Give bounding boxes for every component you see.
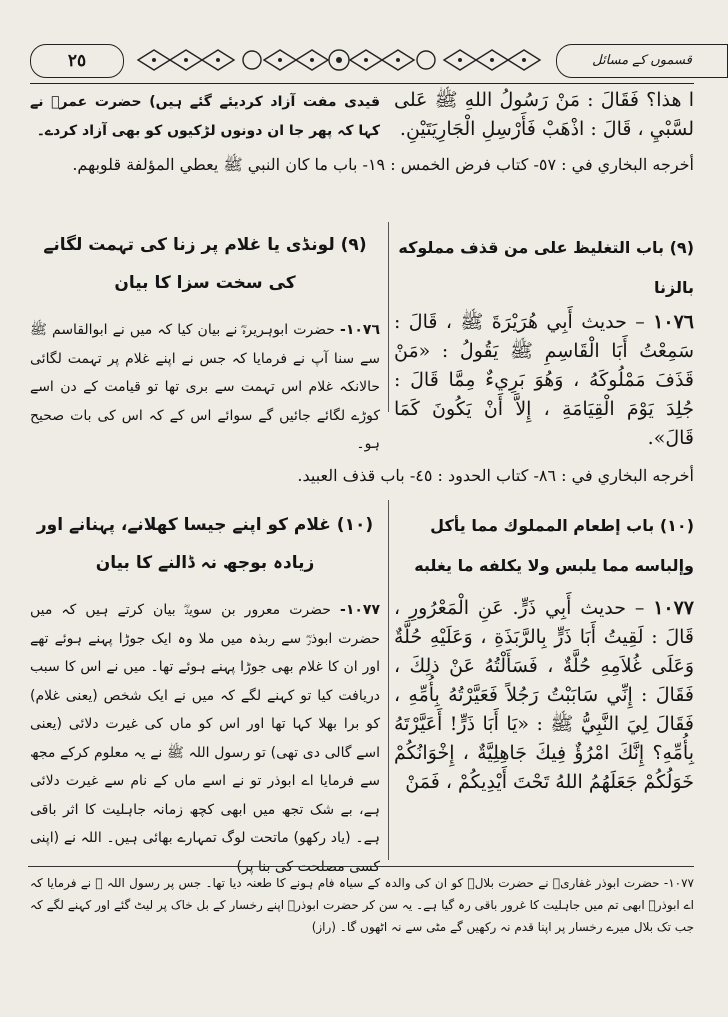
hadith-text: حديث أَبِي ذَرٍّ. عَنِ الْمَعْرُورِ ، قَالَ : لَقِيتُ أَبَا ذَرٍّ بِالرَّبَذَةِ ، وَعَلَيْهِ حُلَّةٌ وَعَلَى غُلاَمِهِ حُلَّةٌ ، فَسَأَلْتُهُ عَنْ ذلِكَ ، فَقَالَ : إِنِّي سَابَبْتُ رَجُلاً فَعَيَّرْتُهُ بِأُمِّهِ ، فَقَالَ لِيَ النَّبِيُّ ﷺ : «يَا أَبَا ذَرٍّ! أَعَيَّرْتَهُ بِأُمِّهِ؟ إِنَّكَ امْرُؤٌ فِيكَ جَاهِلِيَّةٌ ، إِخْوَانُكُمْ خَوَلُكُمْ جَعَلَهُمُ اللهُ تَحْتَ أَيْدِيكُمْ ، فَمَنْ [394,597,694,793]
section9-hadith-urdu [30,316,380,456]
column-divider [388,500,389,860]
page-header [30,44,694,84]
top-arabic-text: ا هذا؟ فَقَالَ : مَنْ رَسُولُ اللهِ ﷺ عَلى لسَّبْيِ ، قَالَ : اذْهَبْ فَأَرْسِلِ الْجَارِيَتَيْنِ. [394,89,694,140]
header-rule [30,83,694,84]
page-number: ٢٥ [30,44,124,78]
section9-heading-urdu: (٩) لونڈی یا غلام پر زنا کی تہمت لگانے کی سخت سزا کا بیان [43,235,367,293]
top-urdu-text: قیدی مفت آزاد کردیئے گئے ہیں) حضرت عمرؓ نے کہا کہ پھر جا ان دونوں لڑکیوں کو بھی آزاد کردے۔ [30,94,380,139]
section10-hadith-arabic: ١٠٧٧ – حديث أَبِي ذَرٍّ. عَنِ الْمَعْرُورِ ، قَالَ : لَقِيتُ أَبَا ذَرٍّ بِالرَّبَذَةِ ، وَعَلَيْهِ حُلَّةٌ وَعَلَى غُلاَمِهِ حُلَّةٌ ، فَسَأَلْتُهُ عَنْ ذلِكَ ، فَقَالَ : إِنِّي سَابَبْتُ رَجُلاً فَعَيَّرْتُهُ بِأُمِّهِ ، فَقَالَ لِيَ النَّبِيُّ ﷺ : «يَا أَبَا ذَرٍّ! أَعَيَّرْتَهُ بِأُمِّهِ؟ إِنَّكَ امْرُؤٌ فِيكَ جَاهِلِيَّةٌ ، إِخْوَانُكُمْ خَوَلُكُمْ جَعَلَهُمُ اللهُ تَحْتَ أَيْدِيكُمْ ، فَمَنْ [394,597,695,793]
hadith-translation: حضرت ابوہریرہؓ نے بیان کیا کہ میں نے ابوالقاسم ﷺ سے سنا آپ نے فرمایا کہ جس نے اپنے غلام پر تہمت لگائی حالانکہ غلام اس تہمت سے بری تھا تو قیامت کے دن اسے کوڑے لگائے جائیں گے سوائے اس کے کہ اس کی بات صحیح ہو۔ [30,322,380,452]
hadith-text: حديث أَبِي هُرَيْرَةَ ﷺ ، قَالَ : سَمِعْتُ أَبَا الْقَاسِمِ ﷺ يَقُولُ : «مَنْ قَذَفَ مَمْلُوكَهُ ، وَهُوَ بَرِيءٌ مِمَّا قَالَ : جُلِدَ يَوْمَ الْقِيَامَةِ ، إِلاَّ أَنْ يَكُونَ كَمَا قَالَ». [394,311,694,449]
top-reference: أخرجه البخاري في : ٥٧- كتاب فرض الخمس : ١٩- باب ما كان النبي ﷺ يعطي المؤلفة قلوبهم. [72,155,694,174]
hadith-number: ١٠٧٦ [653,311,694,333]
header-ornament-icon [134,47,544,73]
chapter-title: قسموں کے مسائل [556,44,728,78]
section10-heading-urdu: (١٠) غلام کو اپنے جیسا کھلانے، پہنانے اور زیادہ بوجھ نہ ڈالنے کا بیان [36,515,374,573]
section9-heading-arabic: (٩) باب التغليظ على من قذف مملوكه بالزنا [398,238,694,297]
footnote-rule [28,866,694,867]
column-divider [388,222,389,412]
section9-hadith-arabic: ١٠٧٦ – حديث أَبِي هُرَيْرَةَ ﷺ ، قَالَ : سَمِعْتُ أَبَا الْقَاسِمِ ﷺ يَقُولُ : «مَنْ قَذَفَ مَمْلُوكَهُ ، وَهُوَ بَرِيءٌ مِمَّا قَالَ : جُلِدَ يَوْمَ الْقِيَامَةِ ، إِلاَّ أَنْ يَكُونَ كَمَا قَالَ». [394,311,694,449]
hadith-translation: حضرت معرور بن سویدؓ بیان کرتے ہیں کہ میں حضرت ابوذرؓ سے ربذہ میں ملا وہ ایک جوڑا پہنے ہوئے تھے اور ان کا غلام بھی جوڑا پہنے ہوئے تھا۔ میں نے اس کا سبب دریافت کیا تو کہنے لگے کہ میں نے ایک شخص (یعنی غلام) کو برا بھلا کہا تھا اور اس کو ماں کی غیرت دلائی (یعنی اسے گالی دی تھی) تو رسول اللہ ﷺ نے یہ معلوم کرکے مجھ سے فرمایا اے ابوذر تو نے اسے ماں کے نام سے غیرت دلائی ہے، بے شک تجھ میں ابھی کچھ زمانہ جاہلیت کا اثر باقی ہے۔ (یاد رکھو) ماتحت لوگ تمہارے بھائی ہیں۔ اللہ نے (اپنی کسی مصلحت کی بنا پر) [30,602,380,875]
section10-hadith-urdu [30,596,381,875]
footnote: ١٠٧٧- حضرت ابوذر غفاریؓ نے حضرت بلالؓ کو ان کی والدہ کے سیاہ فام ہونے کا طعنہ دیا تھا۔ جس پر رسول اللہ ﷺ نے فرمایا کہ اے ابوذرؓ ابھی تم میں جاہلیت کا غرور باقی رہ گیا ہے۔ یہ سن کر حضرت ابوذرؓ اپنے رخسار کے بل خاک پر لیٹ گئے اور کہنے لگے کہ جب تک بلال میرے رخسار پر اپنا قدم نہ رکھیں گے مٹی سے نہ اٹھوں گا۔ (راز) [30,876,694,934]
hadith-number: ١٠٧٧- [340,602,381,618]
hadith-number: ١٠٧٧ [653,597,695,619]
section9-reference: أخرجه البخاري في : ٨٦- كتاب الحدود : ٤٥- باب قذف العبيد. [297,466,694,485]
section10-heading-arabic: (١٠) باب إطعام المملوك مما يأكل وإلباسه مما يلبس ولا يكلفه ما يغلبه [414,516,694,575]
hadith-number: ١٠٧٦- [340,322,381,338]
